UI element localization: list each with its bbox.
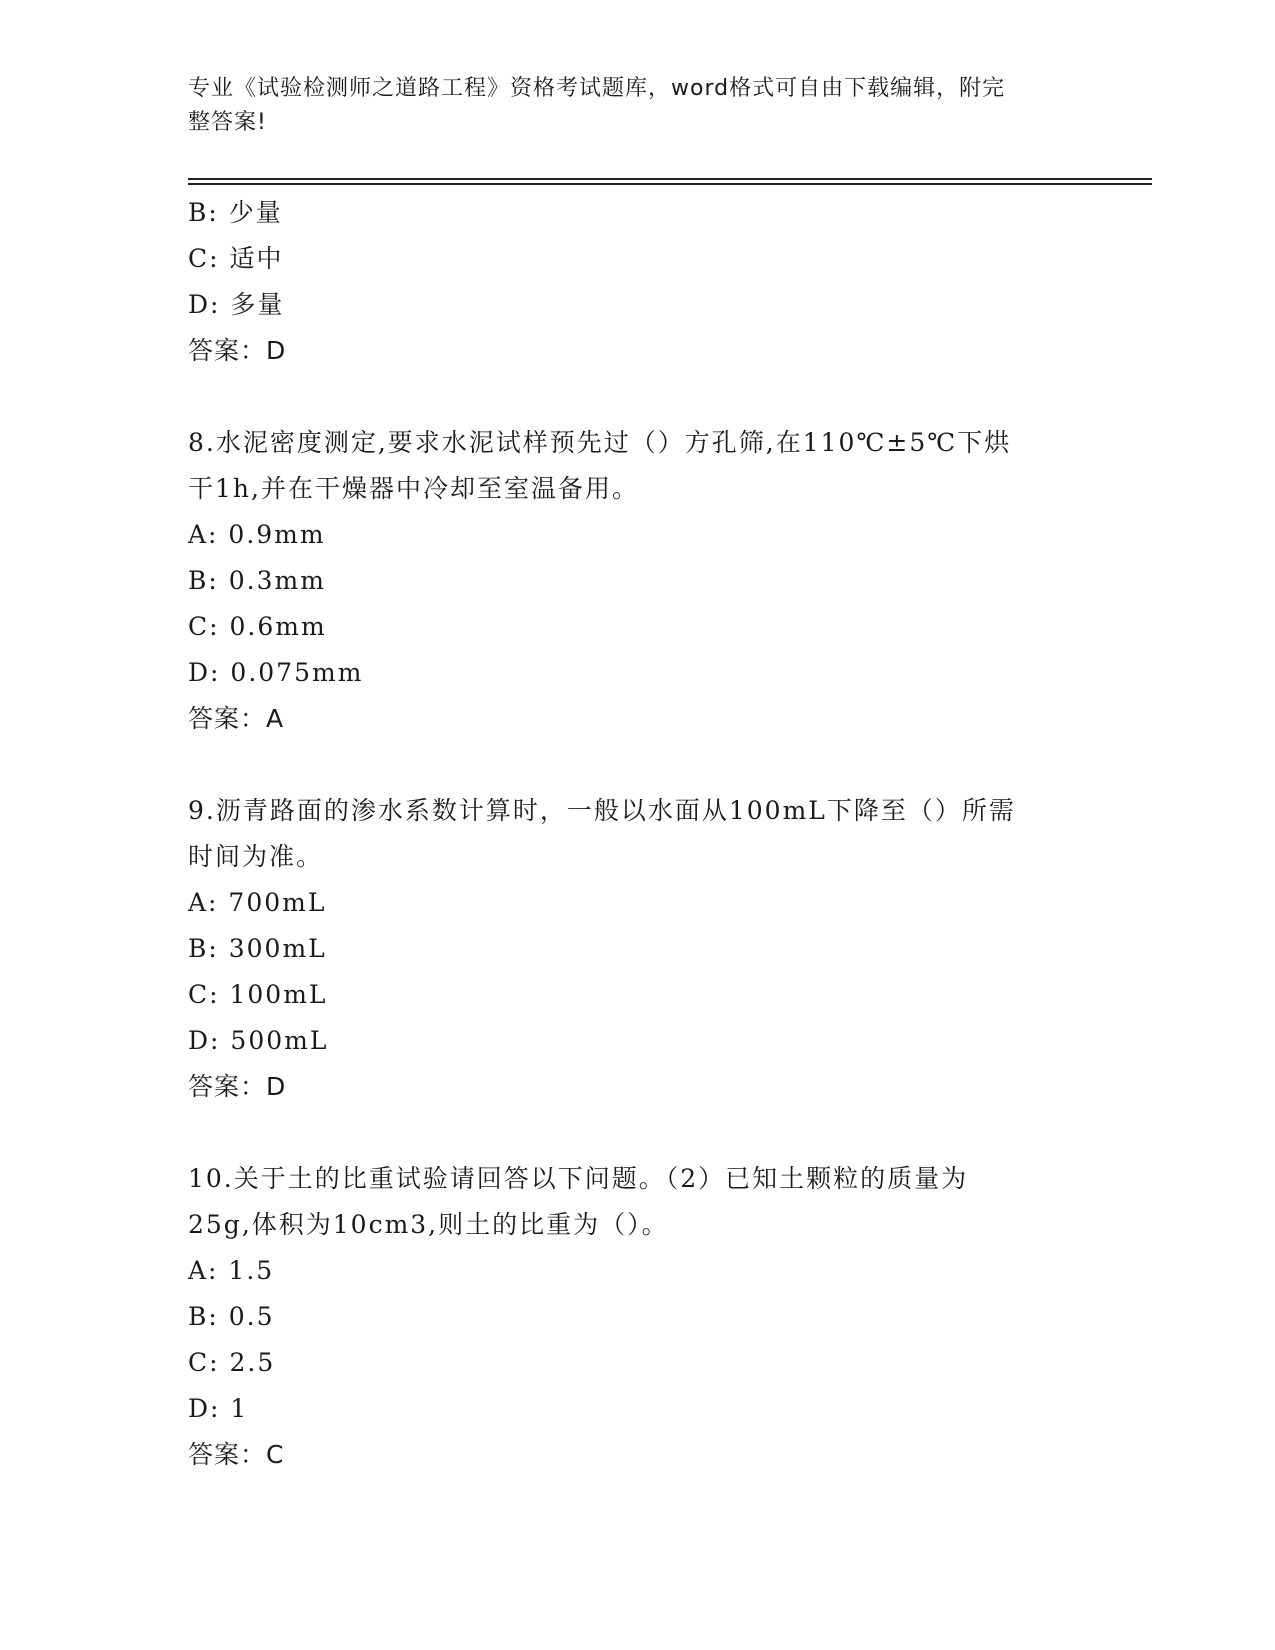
q10-stem: [188, 1156, 1068, 1248]
q10-option-d: D: 1: [188, 1394, 249, 1423]
q9-stem-line-2: 时间为准。: [188, 842, 324, 871]
question-7: [188, 190, 1068, 374]
q9-option-a: A: 700mL: [188, 888, 327, 917]
q7-answer: 答案：D: [188, 336, 287, 365]
document-header: [188, 72, 1068, 140]
q8-stem: [188, 420, 1068, 512]
header-rule-bottom: [188, 183, 1152, 185]
q7-option-c: C: 适中: [188, 244, 284, 273]
header-line-2: 整答案!: [188, 110, 267, 135]
q8-option-d: D: 0.075mm: [188, 658, 364, 687]
q8-answer: 答案：A: [188, 704, 285, 733]
question-8: [188, 420, 1068, 742]
q8-option-a: A: 0.9mm: [188, 520, 326, 549]
q10-stem-line-1: 10.关于土的比重试验请回答以下问题。（2）已知土颗粒的质量为: [188, 1164, 969, 1193]
header-line-1: 专业《试验检测师之道路工程》资格考试题库，word格式可自由下载编辑，附完: [188, 76, 1006, 101]
header-rule-top: [188, 178, 1152, 180]
q9-option-c: C: 100mL: [188, 980, 328, 1009]
q10-option-a: A: 1.5: [188, 1256, 275, 1285]
q7-option-d: D: 多量: [188, 290, 285, 319]
q9-option-b: B: 300mL: [188, 934, 327, 963]
q10-option-c: C: 2.5: [188, 1348, 276, 1377]
q8-option-c: C: 0.6mm: [188, 612, 327, 641]
q9-option-d: D: 500mL: [188, 1026, 329, 1055]
q10-option-b: B: 0.5: [188, 1302, 275, 1331]
q9-stem-line-1: 9.沥青路面的渗水系数计算时，一般以水面从100mL下降至（）所需: [188, 796, 1016, 825]
q9-stem: [188, 788, 1068, 880]
q7-option-b: B: 少量: [188, 198, 283, 227]
question-9: [188, 788, 1068, 1110]
q10-stem-line-2: 25g,体积为10cm3,则土的比重为（）。: [188, 1210, 669, 1239]
q10-answer: 答案：C: [188, 1440, 285, 1469]
q8-stem-line-1: 8.水泥密度测定,要求水泥试样预先过（）方孔筛,在110℃±5℃下烘: [188, 428, 1012, 457]
q8-stem-line-2: 干1h,并在干燥器中冷却至室温备用。: [188, 474, 639, 503]
question-10: [188, 1156, 1068, 1478]
q9-answer: 答案：D: [188, 1072, 287, 1101]
q8-option-b: B: 0.3mm: [188, 566, 326, 595]
question-list: [188, 190, 1068, 1478]
